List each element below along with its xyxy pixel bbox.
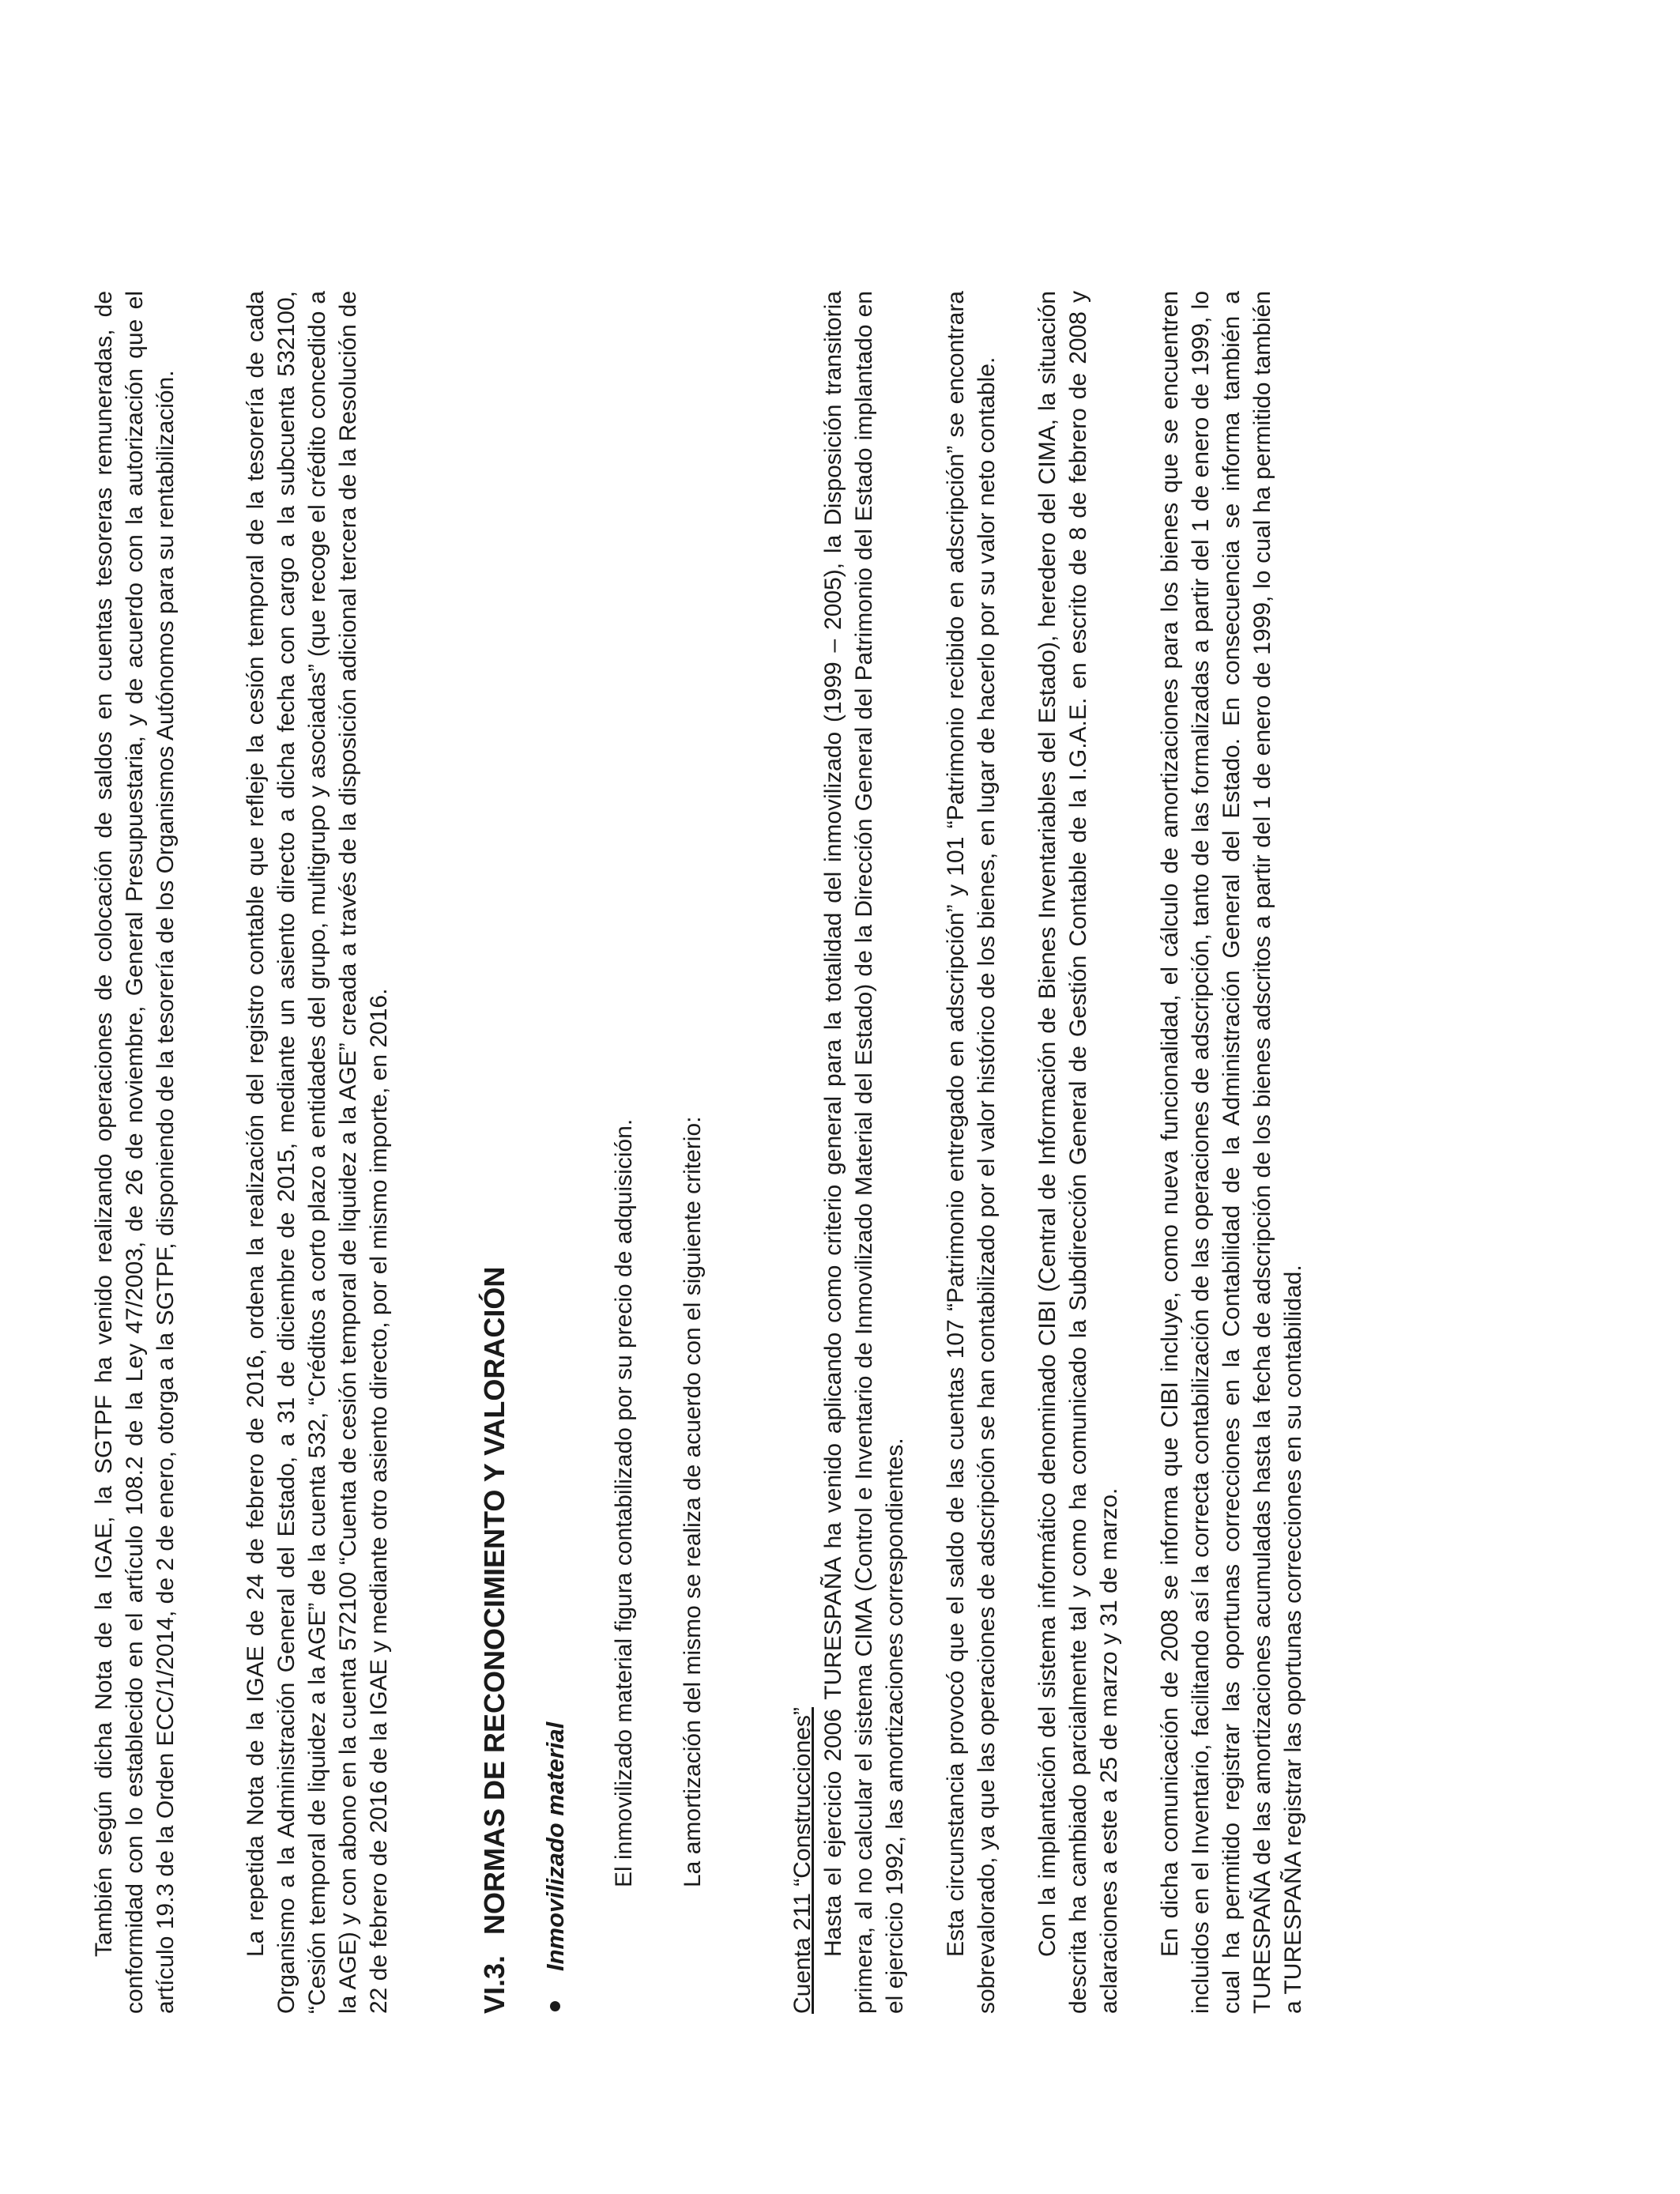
paragraph-cibi: Con la implantación del sistema informático denominado CIBI (Central de Información de Bienes Inventariables del Estado), heredero del CIMA, la situación descrita ha cambiado parcialmente tal y como ha comunicado la Subdirección General de Gestión Contable de la I.G.A.E. en escrito de 8 de febrero de 2008 y aclaraciones a este a 25 de marzo y 31 de marzo. <box>1034 291 1122 2014</box>
document-body <box>89 291 1309 2014</box>
subheading-cuenta-211: Cuenta 211 “Construcciones” <box>789 1707 816 2014</box>
paragraph-sgtpf-colocacion: También según dicha Nota de la IGAE, la SGTPF ha venido realizando operaciones de colocación de saldos en cuentas tesoreras remuneradas, de conformidad con lo establecido en el artículo 108.2 de la Ley 47/2003, de 26 de noviembre, General Presupuestaria, y de acuerdo con la autorización que el artículo 19.3 de la Orden ECC/1/2014, de 2 de enero, otorga a la SGTPF, disponiendo de la tesorería de los Organismos Autónomos para su rentabilización. <box>91 291 179 2014</box>
section-number: VI.3. <box>478 1955 510 2014</box>
paragraph-criterio-amortizacion: La amortización del mismo se realiza de acuerdo con el siguiente criterio: <box>680 1116 706 1887</box>
bullet-item-inmovilizado <box>540 291 571 2014</box>
paragraph-turespana-2006: Hasta el ejercicio 2006 TURESPAÑA ha venido aplicando como criterio general para la totalidad del inmovilizado (1999 – 2005), la Disposición transitoria primera, al no calcular el sistema CIMA (Control e Inventario de Inmovilizado Material del Estado) de la Dirección General del Patrimonio del Estado implantado en el ejercicio 1992, las amortizaciones correspondientes. <box>820 291 908 2014</box>
indented-block <box>608 291 708 2014</box>
bullet-label: Inmovilizado material <box>541 1721 569 1971</box>
section-heading <box>477 291 512 2014</box>
section-title: NORMAS DE RECONOCIMIENTO Y VALORACIÓN <box>478 1266 510 1935</box>
bullet-icon <box>550 2001 560 2011</box>
paragraph-circunstancia: Esta circunstancia provocó que el saldo de las cuentas 107 “Patrimonio entregado en adscripción” y 101 “Patrimonio recibido en adscripción” se encontrara sobrevalorado, ya que las operaciones de adscripción se han contabilizado por el valor histórico de los bienes, en lugar de hacerlo por su valor neto contable. <box>943 291 1000 2014</box>
paragraph-precio-adquisicion: El inmovilizado material figura contabilizado por su precio de adquisición. <box>611 1118 637 1887</box>
paragraph-comunicacion-2008: En dicha comunicación de 2008 se informa que CIBI incluye, como nueva funcionalidad, el cálculo de amortizaciones para los bienes que se encuentren incluidos en el Inventario, facilitando así la correcta contabilización de las operaciones de adscripción, tanto de las formalizadas a partir del 1 de enero de 1999, lo cual ha permitido registrar las oportunas correcciones en la Contabilidad de la Administración General del Estado. En consecuencia se informa también a TURESPAÑA de las amortizaciones acumuladas hasta la fecha de adscripción de los bienes adscritos a partir del 1 de enero de 1999, lo cual ha permitido también a TURESPAÑA registrar las oportunas correcciones en su contabilidad. <box>1157 291 1306 2014</box>
paragraph-cesion-temporal: La repetida Nota de la IGAE de 24 de febrero de 2016, ordena la realización del registro contable que refleje la cesión temporal de la tesorería de cada Organismo a la Administración General del Estado, a 31 de diciembre de 2015, mediante un asiento directo a dicha fecha con cargo a la subcuenta 532100, “Cesión temporal de liquidez a la AGE” de la cuenta 532, “Créditos a corto plazo a entidades del grupo, multigrupo y asociadas” (que recoge el crédito concedido a la AGE) y con abono en la cuenta 572100 “Cuenta de cesión temporal de liquidez a la AGE” creada a través de la disposición adicional tercera de la Resolución de 22 de febrero de 2016 de la IGAE y mediante otro asiento directo, por el mismo importe, en 2016. <box>243 291 392 2014</box>
